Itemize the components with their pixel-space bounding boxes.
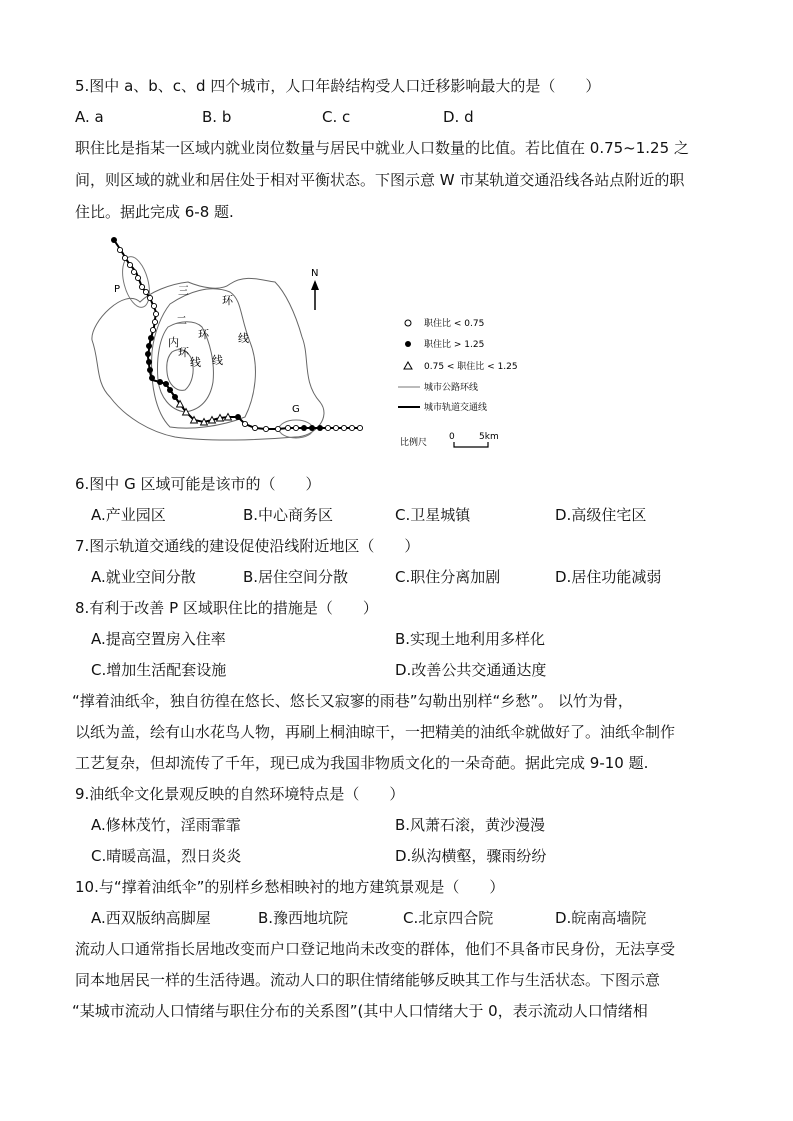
legend-item-2: 职住比 > 1.25 xyxy=(424,340,485,350)
q9-option-c: C.晴暖高温，烈日炎炎 xyxy=(91,847,242,865)
scale-bar xyxy=(400,432,499,448)
q10-option-b: B.豫西地坑院 xyxy=(258,909,349,927)
station-high-ratio-marker xyxy=(317,425,323,431)
legend-item-3: 0.75 < 职住比 < 1.25 xyxy=(424,362,518,372)
q6-option-a: A.产业园区 xyxy=(91,506,166,524)
station-low-ratio-marker xyxy=(131,269,136,274)
intro3-line2: 同本地居民一样的生活待遇。流动人口的职住情绪能够反映其工作与生活状态。下图示意 xyxy=(75,971,661,989)
station-high-ratio-marker xyxy=(146,359,152,365)
station-low-ratio-marker xyxy=(143,289,148,294)
ring2-label-1: 二 xyxy=(176,314,187,327)
station-low-ratio-marker xyxy=(152,319,157,324)
legend-item-1: 职住比 < 0.75 xyxy=(424,319,485,329)
ring1-label-3: 线 xyxy=(190,356,201,369)
q7-option-c: C.职住分离加剧 xyxy=(395,568,501,586)
intro1-line2: 间，则区域的就业和居住处于相对平衡状态。下图示意 W 市某轨道交通沿线各站点附近的职 xyxy=(75,171,685,189)
ring2-label-3: 线 xyxy=(212,354,223,367)
q8-option-d: D.改善公共交通通达度 xyxy=(395,661,547,679)
q9-option-a: A.修林茂竹，淫雨霏霏 xyxy=(91,816,241,834)
station-low-ratio-marker xyxy=(263,426,268,431)
q8-stem: 8.有利于改善 P 区域职住比的措施是（ ） xyxy=(75,599,378,617)
q6-stem: 6.图中 G 区域可能是该市的（ ） xyxy=(75,475,321,493)
q10-option-a: A.西双版纳高脚屋 xyxy=(91,909,211,927)
ring3-label-3: 线 xyxy=(238,332,249,345)
ring1-label-2: 环 xyxy=(178,346,189,359)
q5-option-a: A. a xyxy=(75,108,104,126)
p-area-circle xyxy=(118,254,155,310)
q6-option-c: C.卫星城镇 xyxy=(395,506,471,524)
map-legend xyxy=(398,317,518,413)
intro2-line1: “撑着油纸伞，独自彷徨在悠长、悠长又寂寥的雨巷”勾勒出别样“乡愁”。 以竹为骨， xyxy=(72,692,633,710)
station-low-ratio-marker xyxy=(252,425,257,430)
station-low-ratio-marker xyxy=(275,426,280,431)
q7-stem: 7.图示轨道交通线的建设促使沿线附近地区（ ） xyxy=(75,537,420,555)
north-arrow-icon xyxy=(311,268,319,310)
station-high-ratio-marker xyxy=(157,379,163,385)
north-label: N xyxy=(311,268,319,279)
q9-stem: 9.油纸伞文化景观反映的自然环境特点是（ ） xyxy=(75,785,405,803)
station-high-ratio-marker xyxy=(301,425,307,431)
station-low-ratio-marker xyxy=(139,284,144,289)
station-high-ratio-marker xyxy=(111,237,117,243)
station-high-ratio-marker xyxy=(149,375,155,381)
rail-transit-line xyxy=(114,240,360,429)
q8-option-a: A.提高空置房入住率 xyxy=(91,630,226,648)
q6-option-b: B.中心商务区 xyxy=(243,506,334,524)
station-low-ratio-marker xyxy=(293,425,298,430)
legend-open-circle-icon xyxy=(405,320,411,326)
q10-option-c: C.北京四合院 xyxy=(403,909,494,927)
q9-option-d: D.纵沟横壑，骤雨纷纷 xyxy=(395,847,547,865)
station-high-ratio-marker xyxy=(235,414,241,420)
intro1-line3: 住比。据此完成 6-8 题. xyxy=(75,203,234,221)
station-low-ratio-marker xyxy=(325,425,330,430)
scale-zero: 0 xyxy=(449,432,455,442)
intro3-line3: “某城市流动人口情绪与职住分布的关系图”(其中人口情绪大于 0，表示流动人口情绪相 xyxy=(72,1002,648,1020)
label-p: P xyxy=(114,284,121,295)
intro3-line1: 流动人口通常指长居地改变而户口登记地尚未改变的群体，他们不具备市民身份，无法享受 xyxy=(75,940,676,958)
scale-label: 比例尺 xyxy=(400,438,428,448)
q7-option-b: B.居住空间分散 xyxy=(243,568,349,586)
q5-option-c: C. c xyxy=(322,108,351,126)
rail-line-map xyxy=(70,232,540,452)
q6-option-d: D.高级住宅区 xyxy=(555,506,647,524)
legend-item-5: 城市轨道交通线 xyxy=(424,403,488,413)
station-low-ratio-marker xyxy=(150,327,155,332)
q8-option-b: B.实现土地利用多样化 xyxy=(395,630,546,648)
q10-option-d: D.皖南高墙院 xyxy=(555,909,647,927)
station-high-ratio-marker xyxy=(172,394,178,400)
station-low-ratio-marker xyxy=(122,255,127,260)
ring3-label-2: 环 xyxy=(222,294,233,307)
q5-option-d: D. d xyxy=(443,108,474,126)
q8-option-c: C.增加生活配套设施 xyxy=(91,661,227,679)
station-low-ratio-marker xyxy=(242,421,247,426)
station-high-ratio-marker xyxy=(163,381,169,387)
station-high-ratio-marker xyxy=(148,335,154,341)
station-high-ratio-marker xyxy=(167,387,173,393)
q7-option-d: D.居住功能减弱 xyxy=(555,568,662,586)
ring1-label-1: 内 xyxy=(168,336,179,349)
station-high-ratio-marker xyxy=(146,343,152,349)
station-markers xyxy=(111,237,363,432)
city-boundary xyxy=(92,278,324,440)
station-low-ratio-marker xyxy=(349,425,354,430)
q10-stem: 10.与“撑着油纸伞”的别样乡愁相映衬的地方建筑景观是（ ） xyxy=(75,878,505,896)
station-low-ratio-marker xyxy=(341,425,346,430)
intro2-line3: 工艺复杂，但却流传了千年，现已成为我国非物质文化的一朵奇葩。据此完成 9-10 题. xyxy=(75,754,649,772)
q5-option-b: B. b xyxy=(202,108,232,126)
station-low-ratio-marker xyxy=(151,303,156,308)
intro1-line1: 职住比是指某一区域内就业岗位数量与居民中就业人口数量的比值。若比值在 0.75~1.25 之 xyxy=(75,139,689,157)
label-g: G xyxy=(292,404,300,415)
ring2-label-2: 环 xyxy=(198,328,209,341)
station-low-ratio-marker xyxy=(147,295,152,300)
third-ring-road xyxy=(152,289,256,428)
station-high-ratio-marker xyxy=(309,425,315,431)
legend-triangle-icon xyxy=(404,362,412,369)
ring3-label-1: 三 xyxy=(178,284,189,297)
scale-km: 5km xyxy=(479,432,499,442)
station-low-ratio-marker xyxy=(285,425,290,430)
station-low-ratio-marker xyxy=(117,247,122,252)
q5-stem: 5.图中 a、b、c、d 四个城市，人口年龄结构受人口迁移影响最大的是（ ） xyxy=(75,77,601,95)
station-low-ratio-marker xyxy=(357,425,362,430)
legend-item-4: 城市公路环线 xyxy=(424,383,479,393)
station-low-ratio-marker xyxy=(153,311,158,316)
q7-option-a: A.就业空间分散 xyxy=(91,568,196,586)
station-low-ratio-marker xyxy=(333,425,338,430)
q9-option-b: B.风萧石滚，黄沙漫漫 xyxy=(395,816,546,834)
intro2-line2: 以纸为盖，绘有山水花鸟人物，再刷上桐油晾干，一把精美的油纸伞就做好了。油纸伞制作 xyxy=(75,723,676,741)
legend-filled-circle-icon xyxy=(405,341,411,347)
station-high-ratio-marker xyxy=(145,351,151,357)
station-low-ratio-marker xyxy=(127,262,132,267)
station-low-ratio-marker xyxy=(135,275,140,280)
station-high-ratio-marker xyxy=(147,367,153,373)
